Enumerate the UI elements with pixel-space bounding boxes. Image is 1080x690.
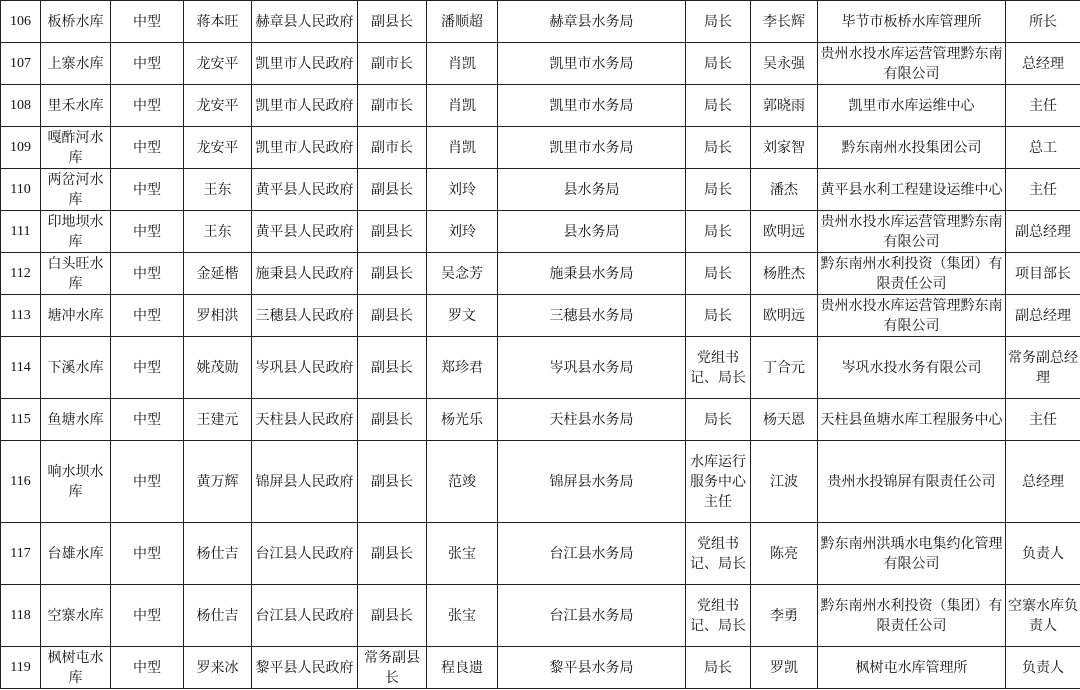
tech-responsible-unit: 凯里市水务局 xyxy=(498,43,686,85)
patrol-responsible-name: 李勇 xyxy=(751,585,818,647)
tech-responsible-post: 党组书记、局长 xyxy=(686,585,751,647)
table-body xyxy=(1,1,1080,689)
table-row xyxy=(1,337,1080,399)
row-number: 115 xyxy=(1,399,41,441)
tech-responsible-unit: 赫章县水务局 xyxy=(498,1,686,43)
tech-responsible-unit: 岑巩县水务局 xyxy=(498,337,686,399)
table-row xyxy=(1,647,1080,689)
admin-responsible-post: 常务副县长 xyxy=(358,647,427,689)
tech-responsible-name: 程良遗 xyxy=(427,647,498,689)
row-number: 107 xyxy=(1,43,41,85)
patrol-responsible-post: 常务副总经理 xyxy=(1006,337,1080,399)
row-number: 110 xyxy=(1,169,41,211)
patrol-responsible-unit: 贵州水投水库运营管理黔东南有限公司 xyxy=(818,211,1006,253)
table-row xyxy=(1,523,1080,585)
tech-responsible-name: 刘玲 xyxy=(427,211,498,253)
reservoir-name: 白头旺水库 xyxy=(41,253,111,295)
patrol-responsible-post: 总经理 xyxy=(1006,441,1080,523)
tech-responsible-post: 党组书记、局长 xyxy=(686,337,751,399)
reservoir-name: 响水坝水库 xyxy=(41,441,111,523)
patrol-responsible-unit: 贵州水投水库运营管理黔东南有限公司 xyxy=(818,295,1006,337)
table-row xyxy=(1,441,1080,523)
admin-responsible-unit: 台江县人民政府 xyxy=(252,585,358,647)
admin-responsible-unit: 黄平县人民政府 xyxy=(252,211,358,253)
reservoir-scale: 中型 xyxy=(111,211,184,253)
reservoir-scale: 中型 xyxy=(111,253,184,295)
table-row xyxy=(1,585,1080,647)
admin-responsible-post: 副县长 xyxy=(358,337,427,399)
tech-responsible-name: 罗文 xyxy=(427,295,498,337)
tech-responsible-name: 肖凯 xyxy=(427,127,498,169)
reservoir-name: 嘎酢河水库 xyxy=(41,127,111,169)
patrol-responsible-name: 丁合元 xyxy=(751,337,818,399)
tech-responsible-post: 局长 xyxy=(686,169,751,211)
admin-responsible-post: 副县长 xyxy=(358,253,427,295)
row-number: 116 xyxy=(1,441,41,523)
reservoir-name: 枫树屯水库 xyxy=(41,647,111,689)
table-row xyxy=(1,169,1080,211)
admin-responsible-name: 金延楷 xyxy=(184,253,252,295)
tech-responsible-post: 局长 xyxy=(686,85,751,127)
patrol-responsible-post: 负责人 xyxy=(1006,647,1080,689)
tech-responsible-post: 局长 xyxy=(686,399,751,441)
tech-responsible-unit: 施秉县水务局 xyxy=(498,253,686,295)
patrol-responsible-unit: 岑巩水投水务有限公司 xyxy=(818,337,1006,399)
admin-responsible-unit: 锦屏县人民政府 xyxy=(252,441,358,523)
patrol-responsible-name: 刘家智 xyxy=(751,127,818,169)
row-number: 118 xyxy=(1,585,41,647)
reservoir-scale: 中型 xyxy=(111,441,184,523)
patrol-responsible-name: 李长辉 xyxy=(751,1,818,43)
admin-responsible-post: 副县长 xyxy=(358,211,427,253)
admin-responsible-name: 王建元 xyxy=(184,399,252,441)
patrol-responsible-unit: 天柱县鱼塘水库工程服务中心 xyxy=(818,399,1006,441)
reservoir-scale: 中型 xyxy=(111,295,184,337)
patrol-responsible-post: 主任 xyxy=(1006,169,1080,211)
table-row xyxy=(1,43,1080,85)
patrol-responsible-name: 陈亮 xyxy=(751,523,818,585)
patrol-responsible-name: 江波 xyxy=(751,441,818,523)
patrol-responsible-post: 主任 xyxy=(1006,399,1080,441)
tech-responsible-post: 局长 xyxy=(686,647,751,689)
patrol-responsible-unit: 黄平县水利工程建设运维中心 xyxy=(818,169,1006,211)
reservoir-scale: 中型 xyxy=(111,337,184,399)
reservoir-scale: 中型 xyxy=(111,43,184,85)
admin-responsible-unit: 黎平县人民政府 xyxy=(252,647,358,689)
admin-responsible-unit: 凯里市人民政府 xyxy=(252,43,358,85)
table-row xyxy=(1,253,1080,295)
patrol-responsible-unit: 黔东南州水利投资（集团）有限责任公司 xyxy=(818,585,1006,647)
patrol-responsible-post: 空寨水库负责人 xyxy=(1006,585,1080,647)
tech-responsible-name: 张宝 xyxy=(427,585,498,647)
patrol-responsible-post: 所长 xyxy=(1006,1,1080,43)
reservoir-scale: 中型 xyxy=(111,1,184,43)
admin-responsible-post: 副市长 xyxy=(358,127,427,169)
reservoir-scale: 中型 xyxy=(111,523,184,585)
patrol-responsible-post: 总工 xyxy=(1006,127,1080,169)
reservoir-name: 里禾水库 xyxy=(41,85,111,127)
admin-responsible-unit: 台江县人民政府 xyxy=(252,523,358,585)
tech-responsible-unit: 三穗县水务局 xyxy=(498,295,686,337)
tech-responsible-unit: 台江县水务局 xyxy=(498,585,686,647)
tech-responsible-post: 局长 xyxy=(686,295,751,337)
admin-responsible-name: 杨仕吉 xyxy=(184,523,252,585)
patrol-responsible-unit: 黔东南州水利投资（集团）有限责任公司 xyxy=(818,253,1006,295)
table-row xyxy=(1,1,1080,43)
row-number: 112 xyxy=(1,253,41,295)
reservoir-name: 板桥水库 xyxy=(41,1,111,43)
row-number: 117 xyxy=(1,523,41,585)
admin-responsible-name: 龙安平 xyxy=(184,43,252,85)
tech-responsible-unit: 黎平县水务局 xyxy=(498,647,686,689)
row-number: 106 xyxy=(1,1,41,43)
row-number: 108 xyxy=(1,85,41,127)
tech-responsible-post: 局长 xyxy=(686,211,751,253)
row-number: 109 xyxy=(1,127,41,169)
patrol-responsible-name: 欧明远 xyxy=(751,295,818,337)
tech-responsible-unit: 县水务局 xyxy=(498,169,686,211)
tech-responsible-name: 张宝 xyxy=(427,523,498,585)
patrol-responsible-unit: 凯里市水库运维中心 xyxy=(818,85,1006,127)
patrol-responsible-name: 潘杰 xyxy=(751,169,818,211)
patrol-responsible-unit: 黔东南州洪瑀水电集约化管理有限公司 xyxy=(818,523,1006,585)
tech-responsible-unit: 天柱县水务局 xyxy=(498,399,686,441)
admin-responsible-name: 罗来冰 xyxy=(184,647,252,689)
tech-responsible-name: 吴念芳 xyxy=(427,253,498,295)
patrol-responsible-name: 杨天恩 xyxy=(751,399,818,441)
patrol-responsible-unit: 枫树屯水库管理所 xyxy=(818,647,1006,689)
admin-responsible-post: 副县长 xyxy=(358,523,427,585)
patrol-responsible-name: 吴永强 xyxy=(751,43,818,85)
tech-responsible-post: 水库运行服务中心主任 xyxy=(686,441,751,523)
tech-responsible-unit: 凯里市水务局 xyxy=(498,85,686,127)
admin-responsible-post: 副县长 xyxy=(358,1,427,43)
reservoir-name: 下溪水库 xyxy=(41,337,111,399)
tech-responsible-name: 潘顺超 xyxy=(427,1,498,43)
tech-responsible-post: 党组书记、局长 xyxy=(686,523,751,585)
reservoir-name: 印地坝水库 xyxy=(41,211,111,253)
table-row xyxy=(1,399,1080,441)
tech-responsible-name: 范竣 xyxy=(427,441,498,523)
tech-responsible-post: 局长 xyxy=(686,127,751,169)
patrol-responsible-post: 主任 xyxy=(1006,85,1080,127)
table-row xyxy=(1,127,1080,169)
patrol-responsible-post: 副总经理 xyxy=(1006,211,1080,253)
reservoir-scale: 中型 xyxy=(111,585,184,647)
admin-responsible-post: 副市长 xyxy=(358,43,427,85)
patrol-responsible-name: 杨胜杰 xyxy=(751,253,818,295)
patrol-responsible-name: 罗凯 xyxy=(751,647,818,689)
admin-responsible-name: 姚茂勋 xyxy=(184,337,252,399)
admin-responsible-post: 副县长 xyxy=(358,399,427,441)
patrol-responsible-name: 郭晓雨 xyxy=(751,85,818,127)
reservoir-scale: 中型 xyxy=(111,127,184,169)
row-number: 113 xyxy=(1,295,41,337)
admin-responsible-post: 副县长 xyxy=(358,585,427,647)
admin-responsible-unit: 黄平县人民政府 xyxy=(252,169,358,211)
patrol-responsible-unit: 黔东南州水投集团公司 xyxy=(818,127,1006,169)
admin-responsible-name: 黄万辉 xyxy=(184,441,252,523)
tech-responsible-name: 肖凯 xyxy=(427,43,498,85)
row-number: 119 xyxy=(1,647,41,689)
admin-responsible-name: 罗相洪 xyxy=(184,295,252,337)
admin-responsible-name: 王东 xyxy=(184,211,252,253)
table-row xyxy=(1,295,1080,337)
reservoir-name: 空寨水库 xyxy=(41,585,111,647)
admin-responsible-post: 副县长 xyxy=(358,169,427,211)
tech-responsible-post: 局长 xyxy=(686,43,751,85)
patrol-responsible-unit: 贵州水投水库运营管理黔东南有限公司 xyxy=(818,43,1006,85)
reservoir-name: 鱼塘水库 xyxy=(41,399,111,441)
tech-responsible-unit: 锦屏县水务局 xyxy=(498,441,686,523)
admin-responsible-post: 副市长 xyxy=(358,85,427,127)
patrol-responsible-post: 副总经理 xyxy=(1006,295,1080,337)
table-row xyxy=(1,85,1080,127)
tech-responsible-unit: 凯里市水务局 xyxy=(498,127,686,169)
tech-responsible-unit: 县水务局 xyxy=(498,211,686,253)
patrol-responsible-post: 项目部长 xyxy=(1006,253,1080,295)
admin-responsible-name: 王东 xyxy=(184,169,252,211)
tech-responsible-name: 刘玲 xyxy=(427,169,498,211)
admin-responsible-name: 龙安平 xyxy=(184,127,252,169)
admin-responsible-unit: 施秉县人民政府 xyxy=(252,253,358,295)
admin-responsible-unit: 天柱县人民政府 xyxy=(252,399,358,441)
admin-responsible-post: 副县长 xyxy=(358,295,427,337)
reservoir-name: 上寨水库 xyxy=(41,43,111,85)
admin-responsible-name: 龙安平 xyxy=(184,85,252,127)
admin-responsible-unit: 三穗县人民政府 xyxy=(252,295,358,337)
tech-responsible-name: 郑珍君 xyxy=(427,337,498,399)
reservoir-name: 塘冲水库 xyxy=(41,295,111,337)
row-number: 114 xyxy=(1,337,41,399)
admin-responsible-post: 副县长 xyxy=(358,441,427,523)
patrol-responsible-name: 欧明远 xyxy=(751,211,818,253)
tech-responsible-unit: 台江县水务局 xyxy=(498,523,686,585)
admin-responsible-unit: 凯里市人民政府 xyxy=(252,85,358,127)
reservoir-scale: 中型 xyxy=(111,647,184,689)
admin-responsible-unit: 岑巩县人民政府 xyxy=(252,337,358,399)
admin-responsible-name: 蒋本旺 xyxy=(184,1,252,43)
tech-responsible-name: 肖凯 xyxy=(427,85,498,127)
row-number: 111 xyxy=(1,211,41,253)
patrol-responsible-post: 总经理 xyxy=(1006,43,1080,85)
reservoir-name: 两岔河水库 xyxy=(41,169,111,211)
patrol-responsible-unit: 毕节市板桥水库管理所 xyxy=(818,1,1006,43)
reservoir-scale: 中型 xyxy=(111,169,184,211)
tech-responsible-name: 杨光乐 xyxy=(427,399,498,441)
reservoir-scale: 中型 xyxy=(111,85,184,127)
reservoir-scale: 中型 xyxy=(111,399,184,441)
table-row xyxy=(1,211,1080,253)
patrol-responsible-post: 负责人 xyxy=(1006,523,1080,585)
admin-responsible-unit: 凯里市人民政府 xyxy=(252,127,358,169)
patrol-responsible-unit: 贵州水投锦屏有限责任公司 xyxy=(818,441,1006,523)
admin-responsible-name: 杨仕吉 xyxy=(184,585,252,647)
tech-responsible-post: 局长 xyxy=(686,1,751,43)
tech-responsible-post: 局长 xyxy=(686,253,751,295)
reservoir-name: 台雄水库 xyxy=(41,523,111,585)
admin-responsible-unit: 赫章县人民政府 xyxy=(252,1,358,43)
